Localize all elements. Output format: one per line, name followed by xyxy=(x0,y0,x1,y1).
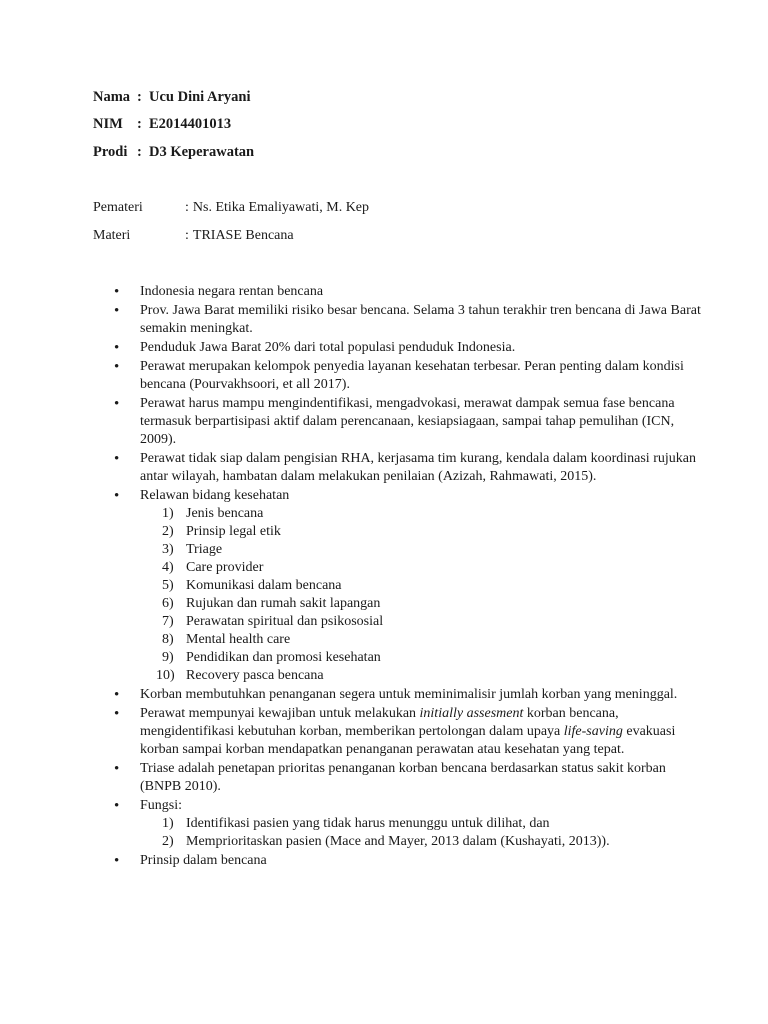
nim-colon: : xyxy=(137,116,142,132)
bullet-item: • Indonesia negara rentan bencana xyxy=(0,283,768,301)
prodi-row xyxy=(93,143,254,161)
bullet-item-perawat: • Perawat mempunyai kewajiban untuk melakukan initially assesment korban bencana, mengidentifikasi kebutuhan korban, memberikan pertolongan dalam upaya life-saving evakuasi korban sampai korban mendapatkan penanganan perawatan atau kesehatan yang tepat. xyxy=(0,705,768,759)
bullet-item: • Korban membutuhkan penanganan segera untuk meminimalisir jumlah korban yang meninggal. xyxy=(0,686,768,704)
materi-value: TRIASE Bencana xyxy=(192,228,294,243)
nim-row xyxy=(93,115,231,133)
bullet-text: Relawan bidang kesehatan xyxy=(140,488,290,503)
sub-item: 9) Pendidikan dan promosi kesehatan xyxy=(162,650,381,665)
nim-value: E2014401013 xyxy=(149,116,232,132)
prodi-label: Prodi xyxy=(93,144,128,160)
nama-value: Ucu Dini Aryani xyxy=(149,89,251,105)
pemateri-colon: : xyxy=(185,200,189,215)
materi-label: Materi xyxy=(93,228,131,243)
bullet-item-fungsi xyxy=(0,797,768,851)
nim-label: NIM xyxy=(93,116,123,132)
prodi-colon: : xyxy=(137,144,142,160)
bullet-text: Fungsi: xyxy=(140,798,183,813)
fungsi-sublist xyxy=(140,815,708,851)
prodi-value: D3 Keperawatan xyxy=(149,144,255,160)
sub-item: 10) Recovery pasca bencana xyxy=(156,668,324,683)
bullet-item: • Perawat tidak siap dalam pengisian RHA, kerjasama tim kurang, kendala dalam koordinasi rujukan antar wilayah, hambatan dalam melakukan penilaian (Azizah, Rahmawati, 2015). xyxy=(0,450,768,486)
bullet-item: • Triase adalah penetapan prioritas penanganan korban bencana berdasarkan status sakit korban (BNPB 2010). xyxy=(0,760,768,796)
sub-item: 6) Rujukan dan rumah sakit lapangan xyxy=(162,596,381,611)
bullet-item: • Perawat merupakan kelompok penyedia layanan kesehatan terbesar. Peran penting dalam kondisi bencana (Pourvakhsoori, et all 2017). xyxy=(0,358,768,394)
sub-item: 1) Jenis bencana xyxy=(162,506,264,521)
bullet-item-relawan xyxy=(0,487,768,685)
materi-row xyxy=(93,227,294,245)
sub-item: 8) Mental health care xyxy=(162,632,291,647)
bullet-item: • Prov. Jawa Barat memiliki risiko besar bencana. Selama 3 tahun terakhir tren bencana di Jawa Barat semakin meningkat. xyxy=(0,302,768,338)
sub-item: 4) Care provider xyxy=(162,560,264,575)
italic-term: life-saving xyxy=(563,724,623,739)
bullet-item: • Prinsip dalam bencana xyxy=(0,852,768,870)
sub-item: 2) Memprioritaskan pasien (Mace and Mayer, 2013 dalam (Kushayati, 2013)). xyxy=(162,834,610,849)
sub-item: 2) Prinsip legal etik xyxy=(162,524,281,539)
pemateri-row xyxy=(93,199,369,217)
pemateri-label: Pemateri xyxy=(93,200,143,215)
sub-item: 3) Triage xyxy=(162,542,223,557)
relawan-sublist xyxy=(140,505,708,685)
nama-row xyxy=(93,88,251,106)
sub-item: 5) Komunikasi dalam bencana xyxy=(162,578,342,593)
bullet-item: • Penduduk Jawa Barat 20% dari total populasi penduduk Indonesia. xyxy=(0,339,768,357)
italic-term: initially assesment xyxy=(419,706,524,721)
nama-colon: : xyxy=(137,89,142,105)
pemateri-value: Ns. Etika Emaliyawati, M. Kep xyxy=(192,200,370,215)
materi-colon: : xyxy=(185,228,189,243)
sub-item: 7) Perawatan spiritual dan psikososial xyxy=(162,614,384,629)
bullet-item: • Perawat harus mampu mengindentifikasi, mengadvokasi, merawat dampak semua fase bencana termasuk berpartisipasi aktif dalam perencanaan, kesiapsiagaan, sampai tahap pemulihan (ICN, 2009). xyxy=(0,395,768,449)
sub-item: 1) Identifikasi pasien yang tidak harus menunggu untuk dilihat, dan xyxy=(162,816,550,831)
nama-label: Nama xyxy=(93,89,131,105)
bullet-list xyxy=(0,283,768,871)
